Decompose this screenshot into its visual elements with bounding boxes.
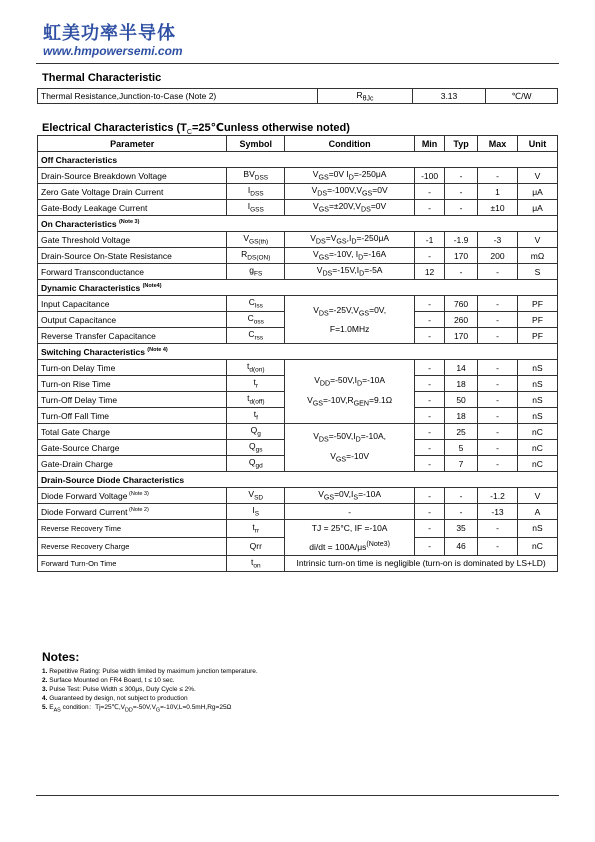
row-unit: nS bbox=[517, 360, 557, 376]
thermal-parameter: Thermal Resistance,Junction-to-Case (Note 2) bbox=[38, 89, 318, 104]
row-symbol: Qrr bbox=[227, 537, 285, 555]
row-min: - bbox=[415, 184, 445, 200]
row-typ: - bbox=[445, 168, 478, 184]
row-max: - bbox=[478, 537, 518, 555]
note-number: 3. bbox=[42, 686, 50, 693]
symbol-subscript: GSS bbox=[250, 206, 264, 214]
table-header-row bbox=[38, 136, 558, 152]
row-symbol: $C_{rss}$ bbox=[227, 328, 285, 344]
row-symbol: $t_{on}$ bbox=[227, 555, 285, 571]
electrical-table bbox=[37, 135, 558, 572]
col-header-min: Min bbox=[415, 136, 445, 152]
table-row bbox=[38, 168, 558, 184]
row-min: -1 bbox=[415, 232, 445, 248]
row-symbol: $t_{d(off)}$ bbox=[227, 392, 285, 408]
row-min: - bbox=[415, 376, 445, 392]
note-number: 4. bbox=[42, 695, 50, 702]
logo-chinese-name: 虹美功率半导体 bbox=[43, 23, 176, 44]
row-symbol: $Q_{gs}$ bbox=[227, 440, 285, 456]
symbol-subscript: FS bbox=[253, 270, 263, 278]
symbol-subscript: SD bbox=[254, 494, 264, 502]
row-parameter: Diode Forward Voltage $^{(Note 3)}$ bbox=[38, 488, 227, 504]
row-condition: Intrinsic turn-on time is negligible (turn-on is dominated by LS+LD) bbox=[285, 555, 558, 571]
row-symbol: $V_{SD}$ bbox=[227, 488, 285, 504]
row-symbol: $BV_{DSS}$ bbox=[227, 168, 285, 184]
row-min: 12 bbox=[415, 264, 445, 280]
group-on: On Characteristics $^{(Note 3)}$ bbox=[38, 216, 558, 232]
row-typ: 7 bbox=[445, 456, 478, 472]
symbol-subscript: g bbox=[257, 430, 261, 438]
row-min: - bbox=[415, 248, 445, 264]
logo-url: www.hmpowersemi.com bbox=[43, 44, 183, 58]
col-header-typ: Typ bbox=[445, 136, 478, 152]
row-parameter: Diode Forward Current $^{(Note 2)}$ bbox=[38, 504, 227, 520]
row-condition: $V_{DS}=V_{GS},I_D=-250\mu A$ bbox=[285, 232, 415, 248]
row-parameter: Turn-on Rise Time bbox=[38, 376, 227, 392]
row-min: - bbox=[415, 328, 445, 344]
notes-title: Notes: bbox=[42, 650, 80, 664]
col-header-unit: Unit bbox=[517, 136, 557, 152]
row-typ: 18 bbox=[445, 376, 478, 392]
note-item bbox=[42, 703, 258, 715]
symbol-subscript: d(off) bbox=[249, 398, 265, 406]
parameter-note: (Note 3) bbox=[127, 490, 149, 497]
row-min: - bbox=[415, 200, 445, 216]
row-unit: μA bbox=[517, 184, 557, 200]
row-min: -100 bbox=[415, 168, 445, 184]
row-max: - bbox=[478, 376, 518, 392]
row-min: - bbox=[415, 392, 445, 408]
row-typ: 170 bbox=[445, 328, 478, 344]
row-typ: 5 bbox=[445, 440, 478, 456]
note-number: 2. bbox=[42, 677, 50, 684]
row-condition: $V_{GS}=\pm 20V,V_{DS}=0V$ bbox=[285, 200, 415, 216]
row-min: - bbox=[415, 312, 445, 328]
col-header-parameter: Parameter bbox=[38, 136, 227, 152]
row-max: -3 bbox=[478, 232, 518, 248]
row-symbol: $V_{GS(th)}$ bbox=[227, 232, 285, 248]
symbol-subscript: S bbox=[254, 510, 260, 518]
row-max: 1 bbox=[478, 184, 518, 200]
table-row bbox=[38, 488, 558, 504]
table-row bbox=[38, 504, 558, 520]
group-off: Off Characteristics bbox=[38, 152, 558, 168]
note-number: 5. bbox=[42, 704, 50, 711]
row-unit: S bbox=[517, 264, 557, 280]
row-min: - bbox=[415, 296, 445, 312]
symbol-subscript: f bbox=[256, 414, 258, 422]
row-parameter: Reverse Transfer Capacitance bbox=[38, 328, 227, 344]
row-parameter: Gate-Drain Charge bbox=[38, 456, 227, 472]
row-parameter: Drain-Source On-State Resistance bbox=[38, 248, 227, 264]
row-unit: nC bbox=[517, 424, 557, 440]
note-text: $E_{AS}$ condition：$Tj=25℃,V_{DD}=-50V,V_G=-10V,L=0.5mH,Rg=25\Omega$ bbox=[49, 704, 232, 714]
row-max: - bbox=[478, 360, 518, 376]
row-typ: 50 bbox=[445, 392, 478, 408]
row-condition: - bbox=[285, 504, 415, 520]
note-text: Guaranteed by design, not subject to production bbox=[49, 695, 188, 702]
row-typ: 35 bbox=[445, 520, 478, 538]
row-typ: - bbox=[445, 184, 478, 200]
row-condition: $V_{GS}=0V,I_S=-10A$ bbox=[285, 488, 415, 504]
note-item bbox=[42, 676, 258, 685]
note-item bbox=[42, 685, 258, 694]
table-row bbox=[38, 200, 558, 216]
table-row bbox=[38, 424, 558, 440]
row-typ: - bbox=[445, 488, 478, 504]
thermal-table bbox=[37, 88, 558, 104]
row-unit: V bbox=[517, 168, 557, 184]
company-logo bbox=[43, 24, 183, 58]
table-row bbox=[38, 232, 558, 248]
group-dynamic: Dynamic Characteristics $^{(Note4)}$ bbox=[38, 280, 558, 296]
row-condition: $V_{DS}=-25V,V_{GS}=0V$, F=1.0MHz bbox=[285, 296, 415, 344]
row-min: - bbox=[415, 537, 445, 555]
symbol-subscript: oss bbox=[253, 318, 264, 326]
table-row bbox=[38, 360, 558, 376]
row-symbol: $g_{FS}$ bbox=[227, 264, 285, 280]
symbol-subscript: gd bbox=[255, 462, 263, 470]
row-parameter: Gate-Source Charge bbox=[38, 440, 227, 456]
row-unit: V bbox=[517, 232, 557, 248]
row-min: - bbox=[415, 360, 445, 376]
row-symbol: $t_{rr}$ bbox=[227, 520, 285, 538]
row-typ: 46 bbox=[445, 537, 478, 555]
group-switching: Switching Characteristics $^{(Note 4)}$ bbox=[38, 344, 558, 360]
symbol-subscript: GS(th) bbox=[249, 238, 269, 246]
note-item bbox=[42, 694, 258, 703]
note-text: Surface Mounted on FR4 Board, t ≤ 10 sec. bbox=[49, 677, 175, 684]
row-unit: PF bbox=[517, 328, 557, 344]
row-condition: $V_{DD}=-50V,I_D=-10A$ $V_{GS}=-10V,R_{GEN}=9.1\Omega$ bbox=[285, 360, 415, 424]
row-unit: nC bbox=[517, 537, 557, 555]
footer-divider bbox=[36, 795, 559, 796]
parameter-note: (Note 2) bbox=[127, 506, 149, 513]
row-symbol: $C_{lss}$ bbox=[227, 296, 285, 312]
row-unit: nC bbox=[517, 456, 557, 472]
row-condition: $V_{DS}=-100V,V_{GS}=0V$ bbox=[285, 184, 415, 200]
symbol-subscript: rss bbox=[254, 334, 264, 342]
table-row bbox=[38, 89, 558, 104]
row-unit: nS bbox=[517, 392, 557, 408]
row-max: - bbox=[478, 440, 518, 456]
row-max: - bbox=[478, 424, 518, 440]
col-header-max: Max bbox=[478, 136, 518, 152]
row-max: - bbox=[478, 392, 518, 408]
symbol-subscript: r bbox=[255, 382, 259, 390]
thermal-title: Thermal Characteristic bbox=[42, 72, 162, 84]
row-symbol: $t_{d(on)}$ bbox=[227, 360, 285, 376]
row-parameter: Gate-Body Leakage Current bbox=[38, 200, 227, 216]
row-typ: 25 bbox=[445, 424, 478, 440]
row-unit: nC bbox=[517, 440, 557, 456]
row-max: -1.2 bbox=[478, 488, 518, 504]
row-symbol: $Q_{gd}$ bbox=[227, 456, 285, 472]
row-max: - bbox=[478, 168, 518, 184]
table-row bbox=[38, 264, 558, 280]
row-symbol: $I_{GSS}$ bbox=[227, 200, 285, 216]
row-max: - bbox=[478, 328, 518, 344]
row-parameter: Turn-Off Fall Time bbox=[38, 408, 227, 424]
thermal-value: 3.13 bbox=[413, 89, 486, 104]
row-unit: PF bbox=[517, 312, 557, 328]
thermal-symbol: $R_{\theta Jc}$ bbox=[318, 89, 413, 104]
table-row bbox=[38, 555, 558, 571]
row-parameter: Turn-on Delay Time bbox=[38, 360, 227, 376]
row-condition: $V_{DS}=-50V,I_D=-10A$, $V_{GS}=-10V$ bbox=[285, 424, 415, 472]
header-divider bbox=[36, 63, 559, 64]
row-typ: 18 bbox=[445, 408, 478, 424]
note-number: 1. bbox=[42, 668, 50, 675]
row-min: - bbox=[415, 440, 445, 456]
symbol-subscript: DSS bbox=[254, 174, 269, 182]
symbol-subscript: on bbox=[253, 562, 261, 570]
note-item bbox=[42, 667, 258, 676]
row-max: 200 bbox=[478, 248, 518, 264]
group-diode: Drain-Source Diode Characteristics bbox=[38, 472, 558, 488]
row-condition: $V_{GS}=-10V$, $I_D=-16A$ bbox=[285, 248, 415, 264]
row-typ: - bbox=[445, 200, 478, 216]
symbol-subscript: gs bbox=[255, 446, 263, 454]
row-max: - bbox=[478, 264, 518, 280]
row-condition: $V_{GS}=0V$ $I_D=-250\mu A$ bbox=[285, 168, 415, 184]
row-max: - bbox=[478, 296, 518, 312]
row-parameter: Total Gate Charge bbox=[38, 424, 227, 440]
row-typ: -1.9 bbox=[445, 232, 478, 248]
row-min: - bbox=[415, 504, 445, 520]
row-parameter: Turn-Off Delay Time bbox=[38, 392, 227, 408]
note-text: Pulse Test: Pulse Width ≤ 300μs, Duty Cycle ≤ 2%. bbox=[49, 686, 196, 693]
row-unit: A bbox=[517, 504, 557, 520]
symbol-subscript: rr bbox=[254, 527, 260, 535]
row-min: - bbox=[415, 424, 445, 440]
row-min: - bbox=[415, 488, 445, 504]
row-parameter: Zero Gate Voltage Drain Current bbox=[38, 184, 227, 200]
row-symbol: $R_{DS(ON)}$ bbox=[227, 248, 285, 264]
row-unit: mΩ bbox=[517, 248, 557, 264]
electrical-title: Electrical Characteristics ($T_C=25℃unless$ otherwise noted) bbox=[42, 122, 350, 137]
note-text: Repetitive Rating: Pulse width limited by maximum junction temperature. bbox=[49, 668, 258, 675]
row-parameter: Output Capacitance bbox=[38, 312, 227, 328]
col-header-condition: Condition bbox=[285, 136, 415, 152]
row-min: - bbox=[415, 520, 445, 538]
row-unit: nS bbox=[517, 408, 557, 424]
thermal-unit: ℃/W bbox=[486, 89, 558, 104]
row-min: - bbox=[415, 456, 445, 472]
row-condition: $V_{DS}=-15V,I_D=-5A$ bbox=[285, 264, 415, 280]
table-row bbox=[38, 248, 558, 264]
row-max: - bbox=[478, 456, 518, 472]
row-parameter: Forward Transconductance bbox=[38, 264, 227, 280]
row-parameter: Forward Turn-On Time bbox=[38, 555, 227, 571]
row-unit: V bbox=[517, 488, 557, 504]
row-symbol: $I_S$ bbox=[227, 504, 285, 520]
row-parameter: Input Capacitance bbox=[38, 296, 227, 312]
row-symbol: $t_f$ bbox=[227, 408, 285, 424]
col-header-symbol: Symbol bbox=[227, 136, 285, 152]
row-typ: 14 bbox=[445, 360, 478, 376]
notes-section bbox=[42, 650, 258, 715]
row-max: ±10 bbox=[478, 200, 518, 216]
symbol-subscript: DSS bbox=[250, 190, 264, 198]
table-row bbox=[38, 296, 558, 312]
row-parameter: Drain-Source Breakdown Voltage bbox=[38, 168, 227, 184]
row-condition: TJ = 25°C, IF =-10A $di/dt = 100A/\mu s^{(Note3)}$ bbox=[285, 520, 415, 556]
symbol-subscript: d(on) bbox=[249, 366, 265, 374]
symbol-subscript: DS(ON) bbox=[247, 254, 271, 262]
row-symbol: $C_{oss}$ bbox=[227, 312, 285, 328]
row-unit: μA bbox=[517, 200, 557, 216]
row-unit: nS bbox=[517, 520, 557, 538]
row-typ: 170 bbox=[445, 248, 478, 264]
row-unit: PF bbox=[517, 296, 557, 312]
row-symbol: $Q_g$ bbox=[227, 424, 285, 440]
notes-list bbox=[42, 667, 258, 715]
table-row bbox=[38, 184, 558, 200]
row-max: - bbox=[478, 312, 518, 328]
row-symbol: $I_{DSS}$ bbox=[227, 184, 285, 200]
row-symbol: $t_r$ bbox=[227, 376, 285, 392]
symbol-subscript: lss bbox=[254, 302, 263, 310]
table-row bbox=[38, 520, 558, 538]
row-typ: 760 bbox=[445, 296, 478, 312]
row-typ: - bbox=[445, 264, 478, 280]
row-unit: nS bbox=[517, 376, 557, 392]
row-max: -13 bbox=[478, 504, 518, 520]
row-parameter: Reverse Recovery Charge bbox=[38, 537, 227, 555]
row-max: - bbox=[478, 408, 518, 424]
row-max: - bbox=[478, 520, 518, 538]
row-min: - bbox=[415, 408, 445, 424]
row-parameter: Gate Threshold Voltage bbox=[38, 232, 227, 248]
row-typ: 260 bbox=[445, 312, 478, 328]
row-parameter: Reverse Recovery Time bbox=[38, 520, 227, 538]
row-typ: - bbox=[445, 504, 478, 520]
